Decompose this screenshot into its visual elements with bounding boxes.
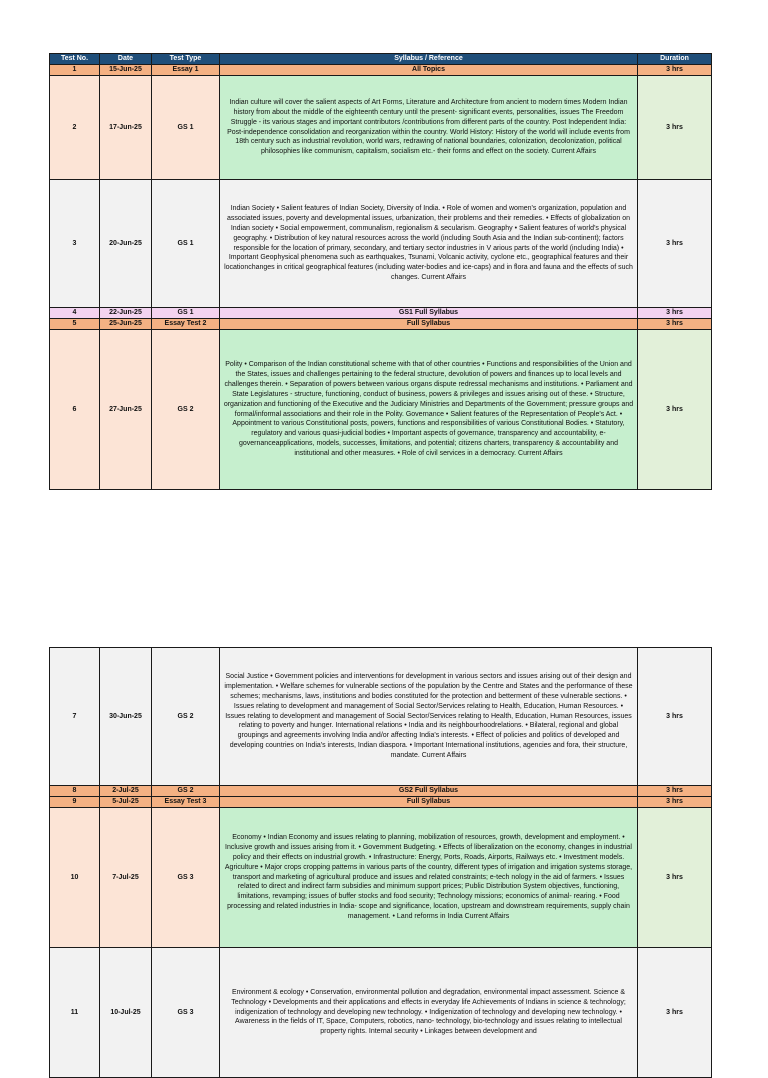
test-duration: 3 hrs (638, 76, 712, 180)
test-type: GS 3 (152, 808, 220, 948)
test-no: 5 (50, 319, 100, 330)
test-syllabus: Full Syllabus (220, 319, 638, 330)
test-type: GS 1 (152, 308, 220, 319)
test-no: 2 (50, 76, 100, 180)
table-row (50, 319, 712, 330)
test-duration: 3 hrs (638, 948, 712, 1078)
table-row (50, 786, 712, 797)
test-syllabus: Economy • Indian Economy and issues relating to planning, mobilization of resources, growth, development and employment. • Inclusive growth and issues arising from it. • Government Budgeting. • Effects of liberalization on the economy, changes in industrial policy and their effects on industrial growth. • Infrastructure: Energy, Ports, Roads, Airports, Railways etc. • Investment models. Agriculture • Major crops cropping patterns in various parts of the country, different types of irrigation and irrigation systems storage, transport and marketing of agricultural produce and issues and related constraints; e-tech nology in the aid of farmers. • Issues related to direct and indirect farm subsidies and minimum support prices; Public Distribution System objectives, functioning, limitations, revamping; issues of buffer stocks and food security; Technology missions; economics of animal- rearing. • Food processing and related industries in India- scope and significance, location, upstream and downstream requirements, supply chain management. • Land reforms in India Current Affairs (220, 808, 638, 948)
test-duration: 3 hrs (638, 65, 712, 76)
table-row (50, 308, 712, 319)
test-type: GS 2 (152, 648, 220, 786)
test-date: 25-Jun-25 (100, 319, 152, 330)
test-syllabus: Full Syllabus (220, 797, 638, 808)
test-date: 30-Jun-25 (100, 648, 152, 786)
test-syllabus: Indian culture will cover the salient aspects of Art Forms, Literature and Architecture from ancient to modern times Modern Indian history from about the middle of the eighteenth century until the present- significant events, personalities, issues The Freedom Struggle - its various stages and important contributors /contributions from different parts of the country. Post Independent India: Post-independence consolidation and reorganization within the country. World History: History of the world will include events from 18th century such as industrial revolution, world wars, redrawing of national boundaries, colonization, decolonization, political philosophies like communism, capitalism, socialism etc.- their forms and effect on the society. Current Affairs (220, 76, 638, 180)
test-syllabus: GS1 Full Syllabus (220, 308, 638, 319)
test-no: 3 (50, 180, 100, 308)
test-type: Essay 1 (152, 65, 220, 76)
table-row (50, 65, 712, 76)
test-type: Essay Test 3 (152, 797, 220, 808)
test-date: 22-Jun-25 (100, 308, 152, 319)
test-date: 5-Jul-25 (100, 797, 152, 808)
test-no: 7 (50, 648, 100, 786)
test-duration: 3 hrs (638, 180, 712, 308)
table-row (50, 330, 712, 490)
table-row (50, 648, 712, 786)
test-no: 4 (50, 308, 100, 319)
test-duration: 3 hrs (638, 797, 712, 808)
test-duration: 3 hrs (638, 319, 712, 330)
test-no: 11 (50, 948, 100, 1078)
test-duration: 3 hrs (638, 808, 712, 948)
schedule-table-part-1 (49, 53, 712, 490)
test-no: 9 (50, 797, 100, 808)
test-syllabus: Environment & ecology • Conservation, environmental pollution and degradation, environmental impact assessment. Science & Technology • Developments and their applications and effects in everyday life Achievements of Indians in science & technology; indigenization of technology and developing new technology. • Indigenization of technology and developing new technology. • Awareness in the fields of IT, Space, Computers, robotics, nano- technology, bio-technology and issues relating to intellectual property rights. Internal security • Linkages between development and (220, 948, 638, 1078)
table-row (50, 948, 712, 1078)
test-date: 27-Jun-25 (100, 330, 152, 490)
test-type: GS 3 (152, 948, 220, 1078)
test-no: 10 (50, 808, 100, 948)
header-duration: Duration (638, 54, 712, 65)
test-date: 15-Jun-25 (100, 65, 152, 76)
test-date: 20-Jun-25 (100, 180, 152, 308)
test-syllabus: Social Justice • Government policies and interventions for development in various sectors and issues arising out of their design and implementation. • Welfare schemes for vulnerable sections of the population by the Centre and States and the performance of these schemes; mechanisms, laws, institutions and bodies constituted for the protection and betterment of these vulnerable sections. • Issues relating to development and management of Social Sector/Services relating to Health, Education, Human Resources. • Issues relating to development and management of Social Sector/Services relating to Health, Education, Human Resources, issues relating to poverty and hunger. International relations • India and its neighbourhoodrelations. • Bilateral, regional and global groupings and agreements involving India and/or affecting India's interests. • Effect of policies and politics of developed and developing countries on India's interests, Indian diaspora. • Important International institutions, agencies and fora, their structure, mandate. Current Affairs (220, 648, 638, 786)
test-date: 7-Jul-25 (100, 808, 152, 948)
table-row (50, 180, 712, 308)
table-row (50, 76, 712, 180)
test-duration: 3 hrs (638, 648, 712, 786)
test-date: 2-Jul-25 (100, 786, 152, 797)
test-syllabus: Indian Society • Salient features of Indian Society, Diversity of India. • Role of women and women's organization, population and associated issues, poverty and developmental issues, urbanization, their problems and their remedies. • Effects of globalization on Indian society • Social empowerment, communalism, regionalism & secularism. Geography • Salient features of world's physical geography. • Distribution of key natural resources across the world (including South Asia and the Indian sub-continent); factors responsible for the location of primary, secondary, and tertiary sector industries in V arious parts of the world (including India) • Important Geophysical phenomena such as earthquakes, Tsunami, Volcanic activity, cyclone etc., geographical features and their locationchanges in critical geographical features (including water-bodies and ice-caps) and in flora and fauna and the effects of such changes. Current Affairs (220, 180, 638, 308)
test-type: Essay Test 2 (152, 319, 220, 330)
test-date: 17-Jun-25 (100, 76, 152, 180)
header-date: Date (100, 54, 152, 65)
test-syllabus: All Topics (220, 65, 638, 76)
test-type: GS 2 (152, 786, 220, 797)
test-syllabus: GS2 Full Syllabus (220, 786, 638, 797)
table-row (50, 797, 712, 808)
header-row (50, 54, 712, 65)
test-no: 1 (50, 65, 100, 76)
test-type: GS 2 (152, 330, 220, 490)
header-test-type: Test Type (152, 54, 220, 65)
test-type: GS 1 (152, 76, 220, 180)
test-no: 8 (50, 786, 100, 797)
test-duration: 3 hrs (638, 786, 712, 797)
test-no: 6 (50, 330, 100, 490)
test-date: 10-Jul-25 (100, 948, 152, 1078)
test-duration: 3 hrs (638, 308, 712, 319)
header-test-no: Test No. (50, 54, 100, 65)
header-syllabus: Syllabus / Reference (220, 54, 638, 65)
schedule-table-part-2 (49, 647, 712, 1078)
test-syllabus: Polity • Comparison of the Indian constitutional scheme with that of other countries • Functions and responsibilities of the Union and the States, issues and challenges pertaining to the federal structure, devolution of powers and finances up to local levels and challenges therein. • Separation of powers between various organs dispute redressal mechanisms and institutions. • Parliament and State Legislatures - structure, functioning, conduct of business, powers & privileges and issues arising out of these. • Structure, organization and functioning of the Executive and the Judiciary Ministries and Departments of the Government; pressure groups and formal/informal associations and their role in the Polity. Governance • Salient features of the Representation of People's Act. • Appointment to various Constitutional posts, powers, functions and responsibilities of various Constitutional Bodies. • Statutory, regulatory and various quasi-judicial bodies • Important aspects of governance, transparency and accountability, e-governanceapplications, models, successes, limitations, and potential; citizens charters, transparency & accountability and institutional and other measures. • Role of civil services in a democracy. Current Affairs (220, 330, 638, 490)
table-row (50, 808, 712, 948)
test-duration: 3 hrs (638, 330, 712, 490)
test-type: GS 1 (152, 180, 220, 308)
